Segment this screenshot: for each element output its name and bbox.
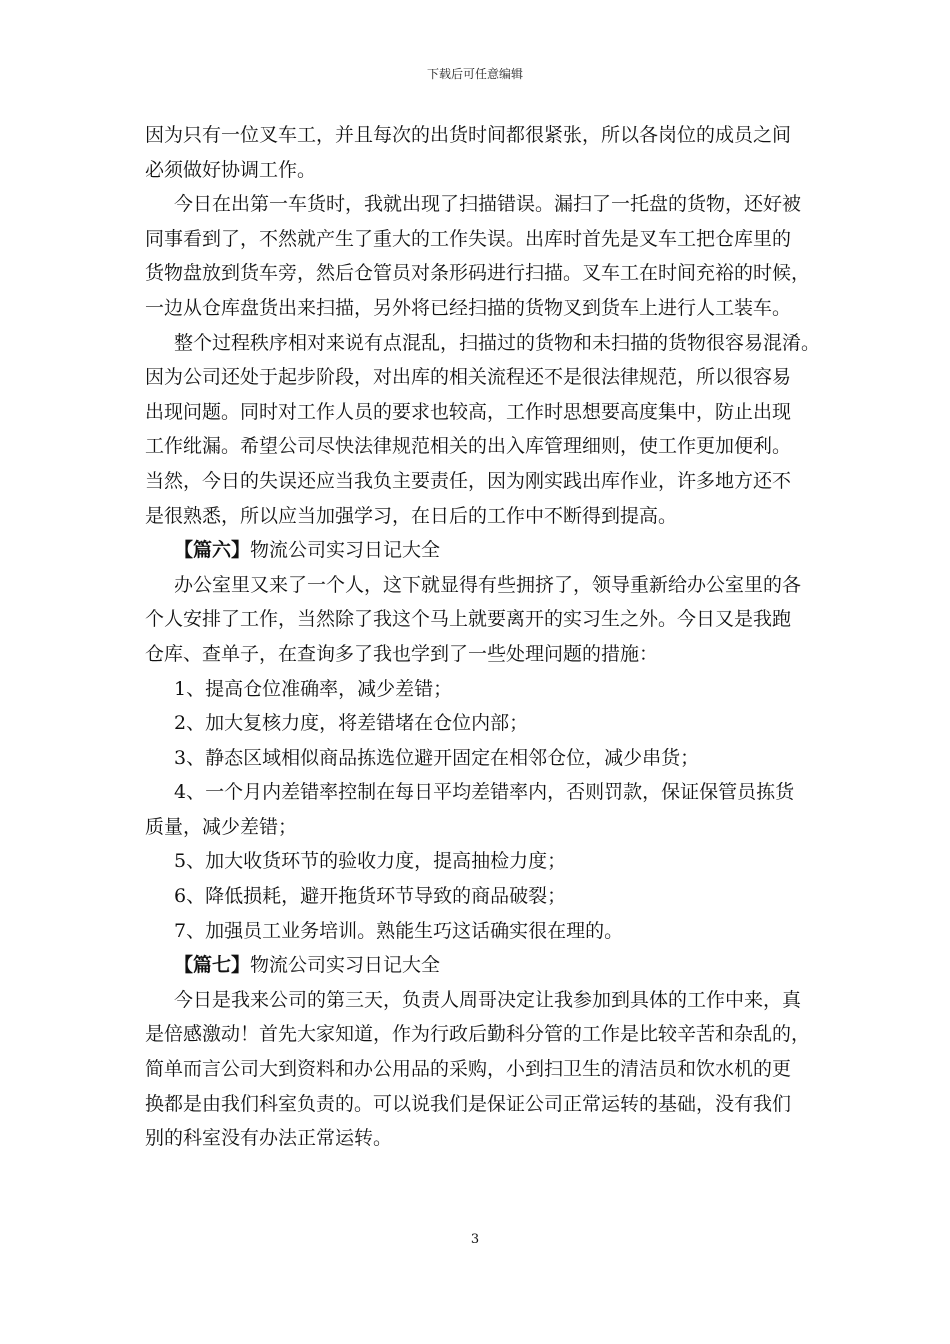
text-line [145, 602, 805, 637]
text-line-content: 4、一个月内差错率控制在每日平均差错率内，否则罚款，保证保管员拣货 [174, 781, 795, 804]
text-line-content: 办公室里又来了一个人，这下就显得有些拥挤了，领导重新给办公室里的各 [174, 573, 802, 596]
text-line-content: 因为只有一位叉车工，并且每次的出货时间都很紧张，所以各岗位的成员之间 [145, 124, 792, 146]
text-line-content: 7、加强员工业务培训。熟能生巧这话确实很在理的。 [174, 919, 624, 942]
page-header: 下载后可任意编辑 [426, 67, 523, 81]
text-line [145, 983, 805, 1018]
text-line-content: 工作纰漏。希望公司尽快法律规范相关的出入库管理细则，使工作更加便利。 [145, 435, 792, 458]
text-line-content: 1、提高仓位准确率，减少差错； [174, 677, 453, 700]
text-line [145, 810, 805, 845]
text-line-content: 当然，今日的失误还应当我负主要责任，因为刚实践出库作业，许多地方还不 [145, 469, 792, 492]
text-line [145, 1017, 811, 1052]
document-body [145, 118, 821, 1156]
text-line-content: 质量，减少差错； [145, 815, 298, 838]
text-line-content: 必须做好协调工作。 [145, 158, 317, 181]
section-heading-marker: 【篇六】 [174, 539, 251, 562]
text-line-content: 2、加大复核力度，将差错堵在仓位内部； [174, 712, 529, 735]
text-line-content: 换都是由我们科室负责的。可以说我们是保证公司正常运转的基础，没有我们 [145, 1092, 792, 1115]
section-heading-marker: 【篇七】 [174, 954, 251, 977]
text-line [145, 775, 805, 810]
text-line [145, 326, 821, 361]
text-line [145, 222, 805, 257]
text-line-content: 是很熟悉，所以应当加强学习，在日后的工作中不断得到提高。 [145, 504, 678, 527]
text-line [145, 568, 805, 603]
text-line-content: 出现问题。同时对工作人员的要求也较高，工作时思想要高度集中，防止出现 [145, 400, 792, 423]
text-line-content: 5、加大收货环节的验收力度，提高抽检力度； [174, 850, 567, 873]
text-line-content: 仓库、查单子，在查询多了我也学到了一些处理问题的措施： [145, 642, 659, 665]
text-line-content: 今日是我来公司的第三天，负责人周哥决定让我参加到具体的工作中来，真 [174, 988, 802, 1011]
text-line-content: 同事看到了，不然就产生了重大的工作失误。出库时首先是叉车工把仓库里的 [145, 227, 792, 250]
text-line [145, 429, 805, 464]
text-line [145, 844, 805, 879]
text-line [145, 879, 805, 914]
section-heading [145, 948, 805, 983]
text-line [145, 672, 805, 707]
text-line [145, 153, 805, 188]
text-line [145, 637, 805, 672]
text-line [145, 118, 805, 153]
text-line [145, 291, 805, 326]
text-line [145, 187, 805, 222]
text-line-content: 货物盘放到货车旁，然后仓管员对条形码进行扫描。叉车工在时间充裕的时候， [145, 262, 811, 285]
text-line [145, 256, 811, 291]
text-line-content: 整个过程秩序相对来说有点混乱，扫描过的货物和未扫描的货物很容易混淆。 [174, 331, 821, 354]
text-line-content: 6、降低损耗，避开拖货环节导致的商品破裂； [174, 885, 567, 908]
text-line [145, 741, 805, 776]
section-heading [145, 533, 805, 568]
text-line-content: 别的科室没有办法正常运转。 [145, 1127, 393, 1150]
text-line [145, 1087, 805, 1122]
text-line [145, 706, 805, 741]
text-line-content: 个人安排了工作，当然除了我这个马上就要离开的实习生之外。今日又是我跑 [145, 608, 792, 631]
section-heading-title: 物流公司实习日记大全 [250, 539, 441, 562]
text-line [145, 360, 805, 395]
text-line-content: 是倍感激动！首先大家知道，作为行政后勤科分管的工作是比较辛苦和杂乱的， [145, 1023, 811, 1046]
text-line [145, 499, 805, 534]
text-line [145, 464, 805, 499]
text-line-content: 简单而言公司大到资料和办公用品的采购，小到扫卫生的清洁员和饮水机的更 [145, 1058, 792, 1081]
text-line [145, 1121, 805, 1156]
page-number: 3 [470, 1232, 480, 1247]
text-line-content: 3、静态区域相似商品拣选位避开固定在相邻仓位，减少串货； [174, 746, 700, 769]
text-line [145, 1052, 805, 1087]
text-line-content: 因为公司还处于起步阶段，对出库的相关流程还不是很法律规范，所以很容易 [145, 366, 792, 389]
text-line-content: 一边从仓库盘货出来扫描，另外将已经扫描的货物叉到货车上进行人工装车。 [145, 296, 792, 319]
text-line-content: 今日在出第一车货时，我就出现了扫描错误。漏扫了一托盘的货物，还好被 [174, 193, 802, 216]
text-line [145, 914, 805, 949]
section-heading-title: 物流公司实习日记大全 [250, 954, 441, 977]
text-line [145, 395, 805, 430]
